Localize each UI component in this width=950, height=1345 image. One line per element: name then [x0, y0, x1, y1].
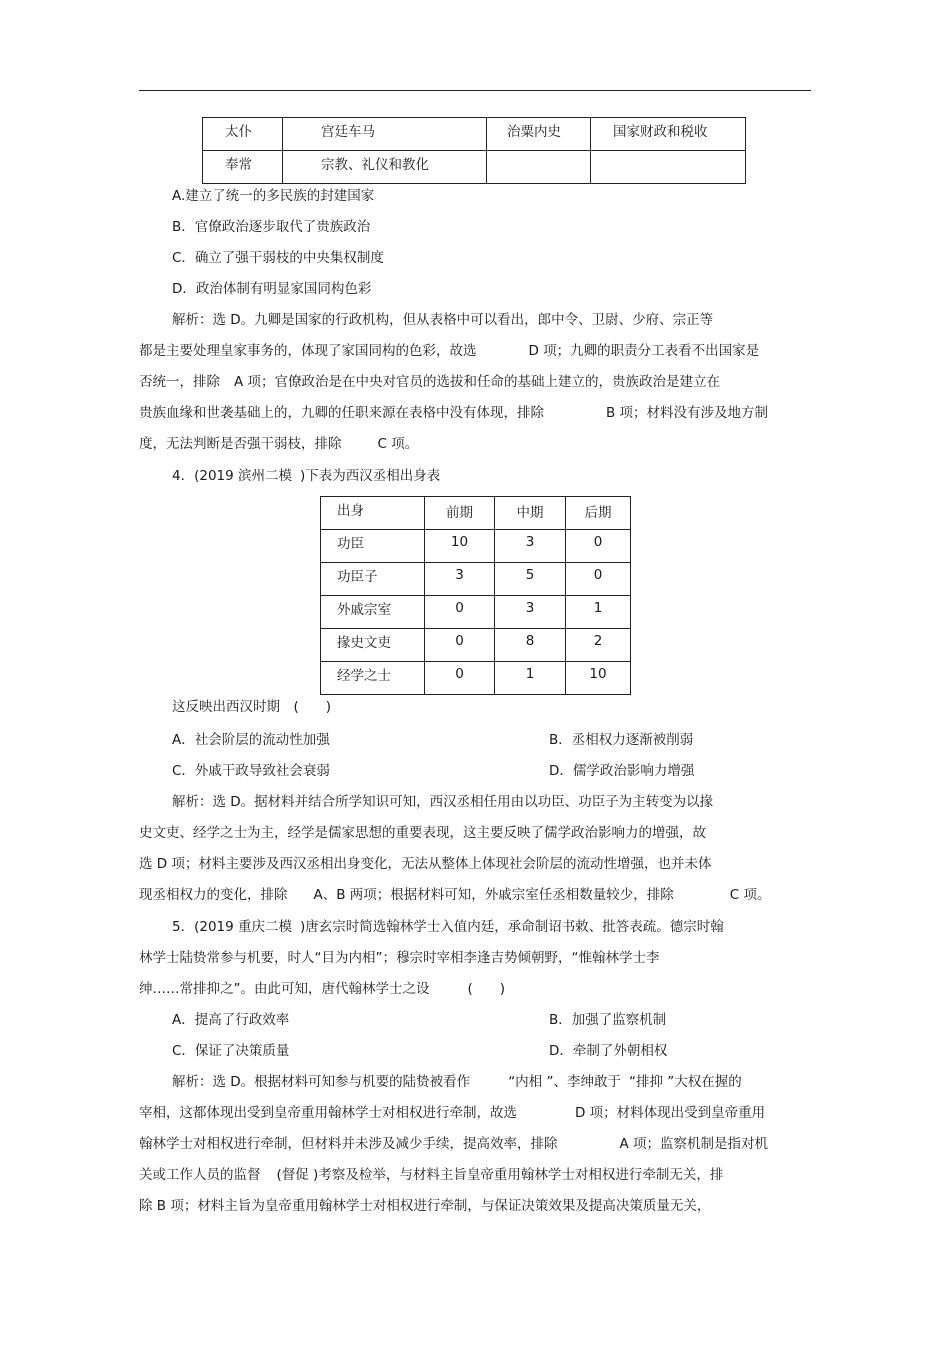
q4-analysis-line: 史文吏、经学之士为主，经学是儒家思想的重要表现，这主要反映了儒学政治影响力的增强，故 [139, 825, 706, 841]
q4-option-a: A．社会阶层的流动性加强 [172, 732, 330, 748]
q5-analysis-line: 解析：选 D。根据材料可知参与机要的陆贽被看作 “内相 ”、李绅敢于 “排抑 ”大权在握的 [172, 1074, 742, 1090]
table-header-cell: 出身 [321, 497, 425, 530]
table-cell: 3 [495, 530, 566, 563]
table-cell: 1 [495, 662, 566, 695]
table-cell: 0 [425, 662, 495, 695]
header-rule [139, 90, 811, 91]
q5-analysis-line: 宰相，这都体现出受到皇帝重用翰林学士对相权进行牵制，故选 D 项；材料体现出受到皇帝重用 [139, 1105, 766, 1121]
q3-analysis-line: 贵族血缘和世袭基础上的，九卿的任职来源在表格中没有体现，排除 B 项；材料没有涉及地方制 [139, 405, 769, 421]
q3-option-c: C．确立了强干弱枝的中央集权制度 [172, 250, 384, 266]
table-cell: 0 [425, 629, 495, 662]
table-cell: 宫廷车马 [283, 118, 487, 151]
table-row [321, 530, 631, 563]
table-row [321, 629, 631, 662]
q5-option-c: C．保证了决策质量 [172, 1043, 290, 1059]
q3-option-d: D．政治体制有明显家国同构色彩 [172, 281, 372, 297]
table-cell: 0 [566, 530, 631, 563]
table-cell: 奉常 [203, 151, 283, 184]
table-cell: 治粟内史 [487, 118, 591, 151]
q4-option-c: C．外戚干政导致社会衰弱 [172, 763, 330, 779]
table-row [203, 151, 746, 184]
q3-analysis-line: 解析：选 D。九卿是国家的行政机构，但从表格中可以看出，郎中令、卫尉、少府、宗正等 [172, 312, 714, 328]
q4-analysis-line: 现丞相权力的变化，排除 A、B 两项；根据材料可知，外戚宗室任丞相数量较少，排除 C 项。 [139, 887, 771, 903]
table-row [321, 563, 631, 596]
table-row [203, 118, 746, 151]
table-cell: 国家财政和税收 [591, 118, 746, 151]
table-cell: 功臣子 [321, 563, 425, 596]
table-header-cell: 前期 [425, 497, 495, 530]
table-row [321, 662, 631, 695]
q5-analysis-line: 除 B 项；材料主旨为皇帝重用翰林学士对相权进行牵制，与保证决策效果及提高决策质量无关， [139, 1198, 711, 1214]
q4-stem: 4．(2019 滨州二模 )下表为西汉丞相出身表 [172, 468, 441, 484]
q4-analysis-line: 选 D 项；材料主要涉及西汉丞相出身变化，无法从整体上体现社会阶层的流动性增强，也并未体 [139, 856, 712, 872]
ministers-table [202, 117, 746, 184]
q3-analysis-line: 度，无法判断是否强干弱枝，排除 C 项。 [139, 436, 419, 452]
table-cell: 宗教、礼仪和教化 [283, 151, 487, 184]
table-cell: 10 [566, 662, 631, 695]
q3-option-b: B．官僚政治逐步取代了贵族政治 [172, 219, 371, 235]
q3-analysis-line: 都是主要处理皇家事务的，体现了家国同构的色彩，故选 D 项；九卿的职责分工表看不出国家是 [139, 343, 760, 359]
table-header-cell: 后期 [566, 497, 631, 530]
table-cell: 经学之士 [321, 662, 425, 695]
q5-stem-line: 林学士陆贽常参与机要，时人“目为内相”；穆宗时宰相李逢吉势倾朝野，“惟翰林学士李 [139, 950, 660, 966]
q4-analysis-line: 解析：选 D。据材料并结合所学知识可知，西汉丞相任用由以功臣、功臣子为主转变为以掾 [172, 794, 714, 810]
table-cell [487, 151, 591, 184]
q5-option-b: B．加强了监察机制 [549, 1012, 667, 1028]
table-cell: 1 [566, 596, 631, 629]
q5-option-a: A．提高了行政效率 [172, 1012, 290, 1028]
table-cell [591, 151, 746, 184]
table-header-cell: 中期 [495, 497, 566, 530]
q5-analysis-line: 翰林学士对相权进行牵制，但材料并未涉及减少手续，提高效率，排除 A 项；监察机制是指对机 [139, 1136, 769, 1152]
table-cell: 0 [425, 596, 495, 629]
chancellor-origin-table [320, 496, 631, 695]
q3-analysis-line: 否统一，排除 A 项；官僚政治是在中央对官员的选拔和任命的基础上建立的，贵族政治是建立在 [139, 374, 721, 390]
q3-option-a: A.建立了统一的多民族的封建国家 [172, 188, 375, 204]
q5-option-d: D．牵制了外朝相权 [549, 1043, 668, 1059]
q5-analysis-line: 关或工作人员的监督 (督促 )考察及检举，与材料主旨皇帝重用翰林学士对相权进行牵制无关，排 [139, 1167, 724, 1183]
q4-prompt: 这反映出西汉时期 ( ) [172, 699, 332, 715]
q4-option-b: B．丞相权力逐渐被削弱 [549, 732, 694, 748]
table-cell: 2 [566, 629, 631, 662]
table-cell: 0 [566, 563, 631, 596]
q5-stem-line: 5．(2019 重庆二模 )唐玄宗时简选翰林学士入值内廷，承命制诏书敕、批答表疏。德宗时翰 [172, 919, 724, 935]
table-cell: 太仆 [203, 118, 283, 151]
table-cell: 3 [495, 596, 566, 629]
table-cell: 8 [495, 629, 566, 662]
table-row [321, 596, 631, 629]
table-cell: 10 [425, 530, 495, 563]
q5-stem-line: 绅……常排抑之”。由此可知，唐代翰林学士之设 ( ) [139, 981, 506, 997]
q4-option-d: D．儒学政治影响力增强 [549, 763, 695, 779]
table-cell: 功臣 [321, 530, 425, 563]
table-header-row [321, 497, 631, 530]
table-cell: 5 [495, 563, 566, 596]
table-cell: 3 [425, 563, 495, 596]
table-cell: 掾史文吏 [321, 629, 425, 662]
table-cell: 外戚宗室 [321, 596, 425, 629]
